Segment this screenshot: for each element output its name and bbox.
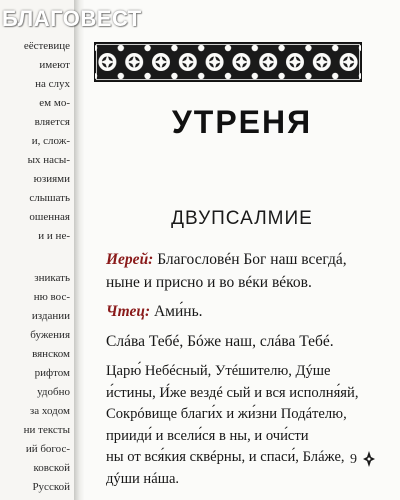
text-line: и́стины, И́же вездé сый и вся исполня́яй, bbox=[106, 384, 359, 401]
book-gutter bbox=[74, 0, 84, 500]
left-page-line: еёстевице bbox=[23, 40, 70, 52]
left-page-line: ню вос- bbox=[33, 291, 70, 303]
left-page-line: имеют bbox=[39, 59, 70, 71]
left-page-line: издании bbox=[31, 310, 70, 322]
paragraph-reader bbox=[106, 300, 378, 323]
left-page-line: ошенная bbox=[29, 211, 70, 223]
left-page-line: бужения bbox=[30, 329, 70, 341]
text-line: Благословéн Бог наш всегдá, bbox=[157, 251, 347, 268]
text-line: Царю́ Небéсный, Утéшителю, Дýше bbox=[106, 363, 331, 379]
text-line: Сокрóвище благи́х и жи́зни Подáтелю, bbox=[106, 406, 347, 422]
left-page-line: юзиями bbox=[33, 173, 70, 185]
speaker-label: Чтец: bbox=[106, 303, 151, 320]
left-page-line: слышать bbox=[29, 192, 70, 204]
speaker-label: Иерей: bbox=[106, 251, 154, 268]
left-page bbox=[0, 0, 75, 500]
left-page-line: на слух bbox=[35, 78, 70, 90]
page-number: 9 bbox=[350, 452, 357, 467]
paragraph-glory bbox=[106, 330, 378, 353]
left-page-line: ых насы- bbox=[27, 154, 70, 166]
left-page-line: ни тексты bbox=[23, 424, 70, 436]
watermark-logo: БЛАГОВЕСТ bbox=[2, 6, 142, 31]
paragraph-heavenly-king bbox=[106, 361, 378, 490]
left-page-line: зникать bbox=[34, 272, 70, 284]
left-page-line: за ходом bbox=[29, 405, 70, 417]
text-line: Ами́нь. bbox=[153, 303, 203, 320]
text-line: дýши нáша. bbox=[106, 470, 180, 487]
left-page-line: ий богос- bbox=[25, 443, 70, 455]
page-ornament-icon bbox=[362, 450, 376, 468]
left-page-line: удобно bbox=[37, 386, 70, 398]
text-line: ны от вся́кия сквéрны, и спаси́, Блáже, bbox=[106, 449, 345, 465]
text-line: нынe и присно и во вéки вéков. bbox=[106, 274, 312, 291]
section-subtitle: ДВУПСАЛМИЕ bbox=[171, 208, 313, 229]
left-page-line: ковской bbox=[33, 462, 70, 474]
left-page-line: ем мо- bbox=[39, 97, 70, 109]
left-page-line: Русской bbox=[32, 481, 70, 493]
paragraph-priest bbox=[106, 248, 378, 294]
left-page-line: вянском bbox=[32, 348, 70, 360]
left-page-line: рифтом bbox=[34, 367, 70, 379]
left-page-line: вляется bbox=[34, 116, 70, 128]
text-line: Слáва Тебé, Бóже наш, слáва Тебé. bbox=[106, 333, 334, 350]
text-line: прииди́ и всели́ся в ны, и очи́сти bbox=[106, 427, 309, 444]
ornament-band-icon bbox=[94, 42, 362, 82]
left-page-line: и и не- bbox=[38, 230, 70, 242]
left-page-line: и, слож- bbox=[31, 135, 70, 147]
page-title: УТРЕНЯ bbox=[171, 104, 313, 140]
